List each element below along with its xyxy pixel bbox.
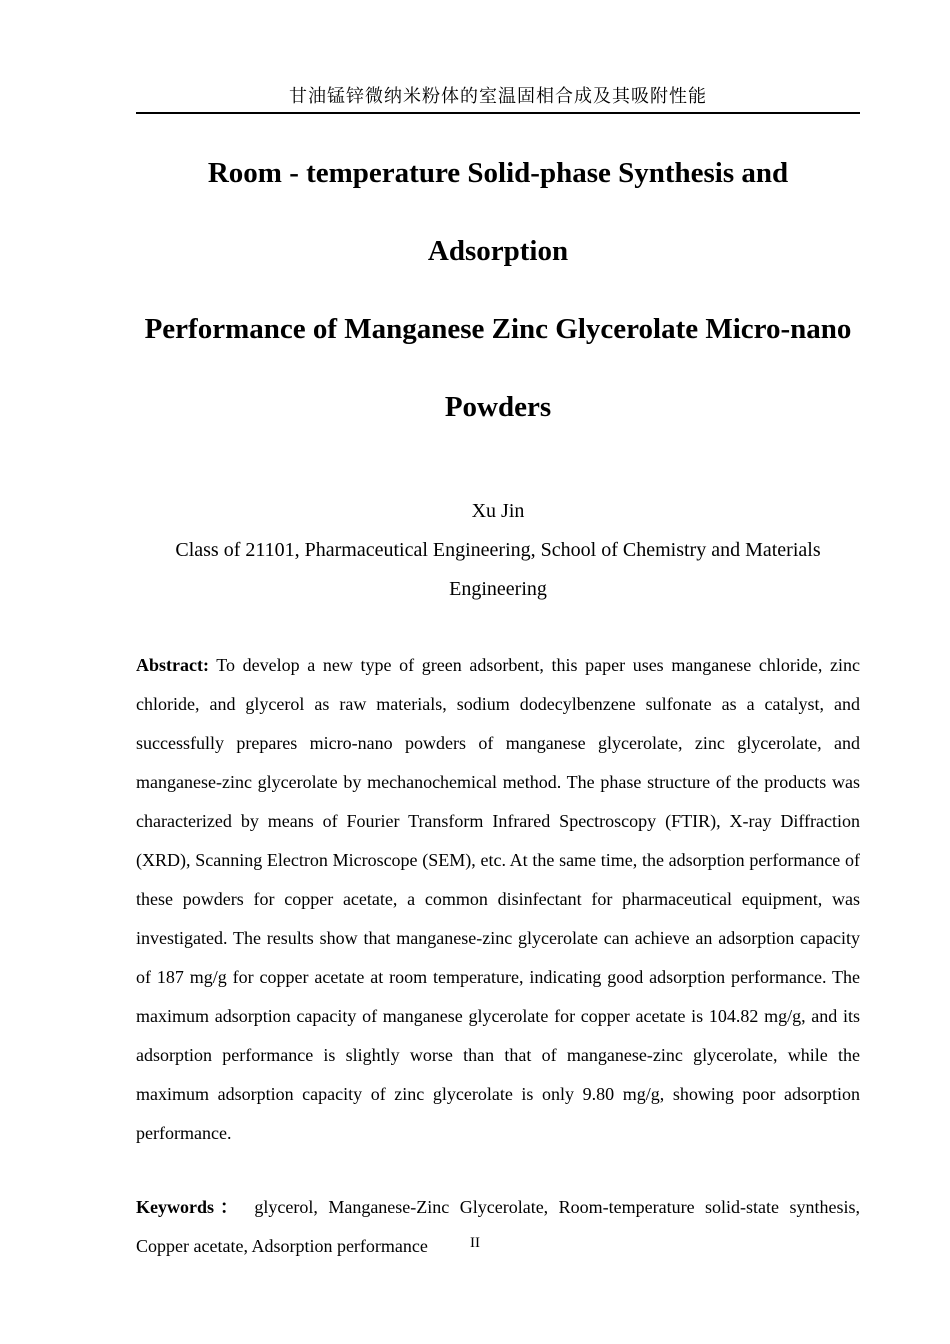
keywords-label: Keywords (136, 1197, 214, 1217)
abstract-text: To develop a new type of green adsorbent, this paper uses manganese chloride, zinc chloride, and glycerol as raw materials, sodium dodecylbenzene sulfonate as a catalyst, and successfully prepares micro-nano powders of manganese glycerolate, zinc glycerolate, and manganese-zinc glycerolate by mechanochemical method. The phase structure of the products was characterized by means of Fourier Transform Infrared Spectroscopy (FTIR), X-ray Diffraction (XRD), Scanning Electron Microscope (SEM), etc. At the same time, the adsorption performance of these powders for copper acetate, a common disinfectant for pharmaceutical equipment, was investigated. The results show that manganese-zinc glycerolate can achieve an adsorption capacity of 187 mg/g for copper acetate at room temperature, indicating good adsorption performance. The maximum adsorption capacity of manganese glycerolate for copper acetate is 104.82 mg/g, and its adsorption performance is slightly worse than that of manganese-zinc glycerolate, while the maximum adsorption capacity of zinc glycerolate is only 9.80 mg/g, showing poor adsorption performance. (136, 655, 860, 1143)
paper-title-line-3: Powders (444, 391, 552, 423)
page-footer (0, 1234, 950, 1252)
paper-title-line-1: Room - temperature Solid-phase Synthesis and Adsorption (207, 157, 789, 267)
keywords-text: glycerol, Manganese-Zinc Glycerolate, Room-temperature solid-state synthesis, Copper acetate, Adsorption performance (136, 1197, 861, 1256)
abstract-paragraph (136, 646, 860, 1153)
paper-title-line-2: Performance of Manganese Zinc Glycerolate Micro-nano (144, 313, 852, 345)
abstract-label: Abstract: (136, 655, 209, 675)
running-header (136, 84, 860, 114)
paper-title (136, 134, 860, 446)
running-header-chinese-title: 甘油锰锌微纳米粉体的室温固相合成及其吸附性能 (289, 86, 707, 106)
page-number: II (470, 1235, 480, 1251)
keywords-paragraph (136, 1188, 860, 1266)
author-affiliation: Class of 21101, Pharmaceutical Engineering, School of Chemistry and Materials Engineering (175, 539, 821, 600)
keywords-colon: ： (214, 1197, 244, 1217)
byline-block (136, 492, 860, 609)
author-name: Xu Jin (471, 500, 525, 522)
header-rule (136, 112, 860, 114)
